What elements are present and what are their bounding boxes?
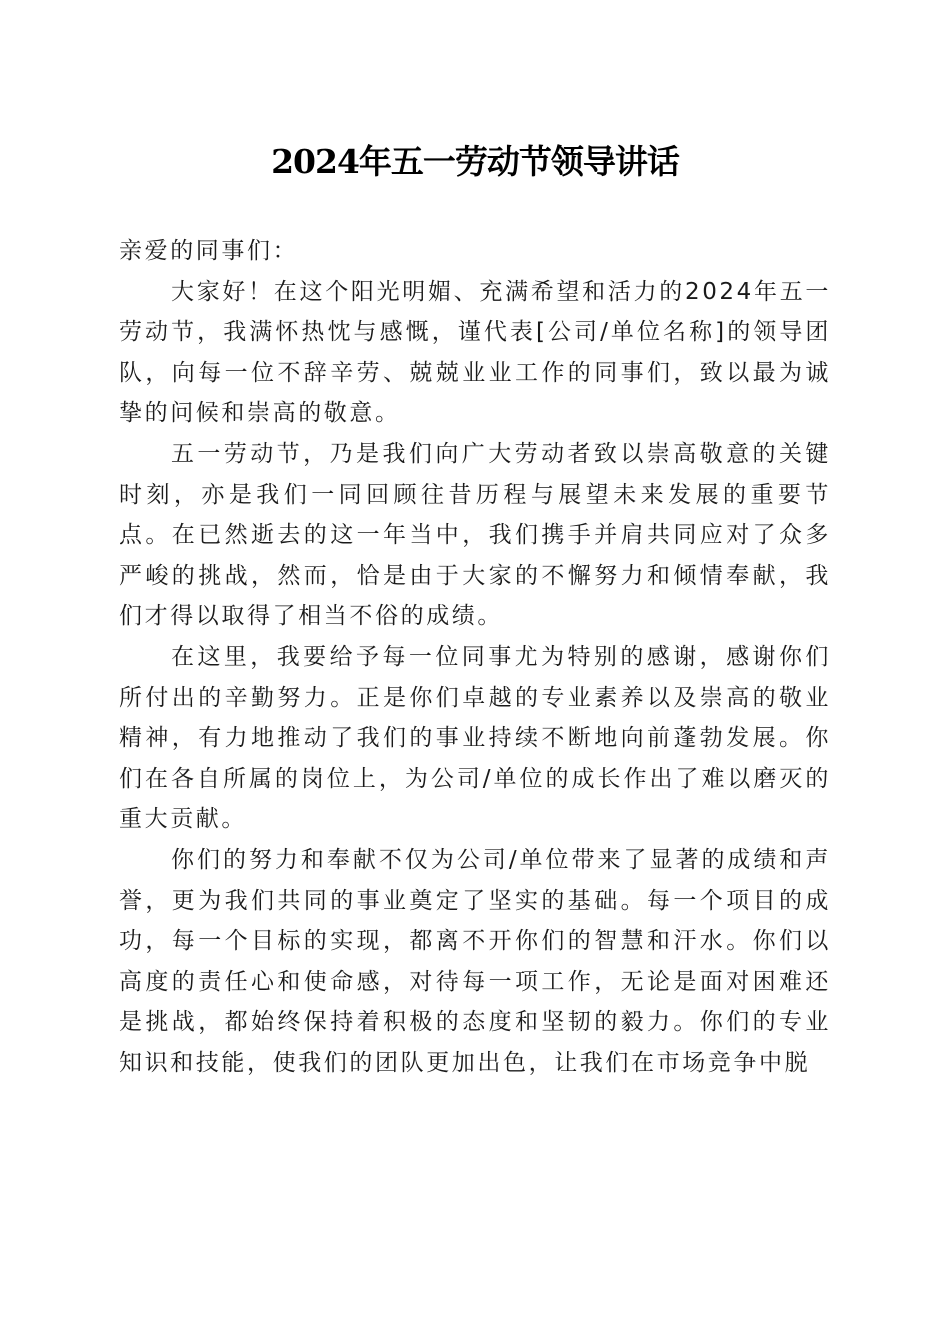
paragraph-4: 你们的努力和奉献不仅为公司/单位带来了显著的成绩和声誉，更为我们共同的事业奠定了坚实的基础。每一个项目的成功，每一个目标的实现，都离不开你们的智慧和汗水。你们以高度的责任心和使命感，对待每一项工作，无论是面对困难还是挑战，都始终保持着积极的态度和坚韧的毅力。你们的专业知识和技能，使我们的团队更加出色，让我们在市场竞争中脱: [119, 846, 831, 1076]
paragraph-2: 五一劳动节，乃是我们向广大劳动者致以崇高敬意的关键时刻，亦是我们一同回顾往昔历程与展望未来发展的重要节点。在已然逝去的这一年当中，我们携手并肩共同应对了众多严峻的挑战，然而，恰是由于大家的不懈努力和倾情奉献，我们才得以取得了相当不俗的成绩。: [119, 440, 831, 630]
paragraph-3: 在这里，我要给予每一位同事尤为特别的感谢，感谢你们所付出的辛勤努力。正是你们卓越的专业素养以及崇高的敬业精神，有力地推动了我们的事业持续不断地向前蓬勃发展。你们在各自所属的岗位上，为公司/单位的成长作出了难以磨灭的重大贡献。: [119, 643, 831, 833]
paragraph-1: 大家好！在这个阳光明媚、充满希望和活力的2024年五一劳动节，我满怀热忱与感慨，谨代表[公司/单位名称]的领导团队，向每一位不辞辛劳、兢兢业业工作的同事们，致以最为诚挚的问候和崇高的敬意。: [119, 278, 831, 427]
document-title: 2024年五一劳动节领导讲话: [271, 142, 679, 181]
salutation: 亲爱的同事们：: [119, 238, 299, 264]
document-body: [119, 231, 831, 1083]
